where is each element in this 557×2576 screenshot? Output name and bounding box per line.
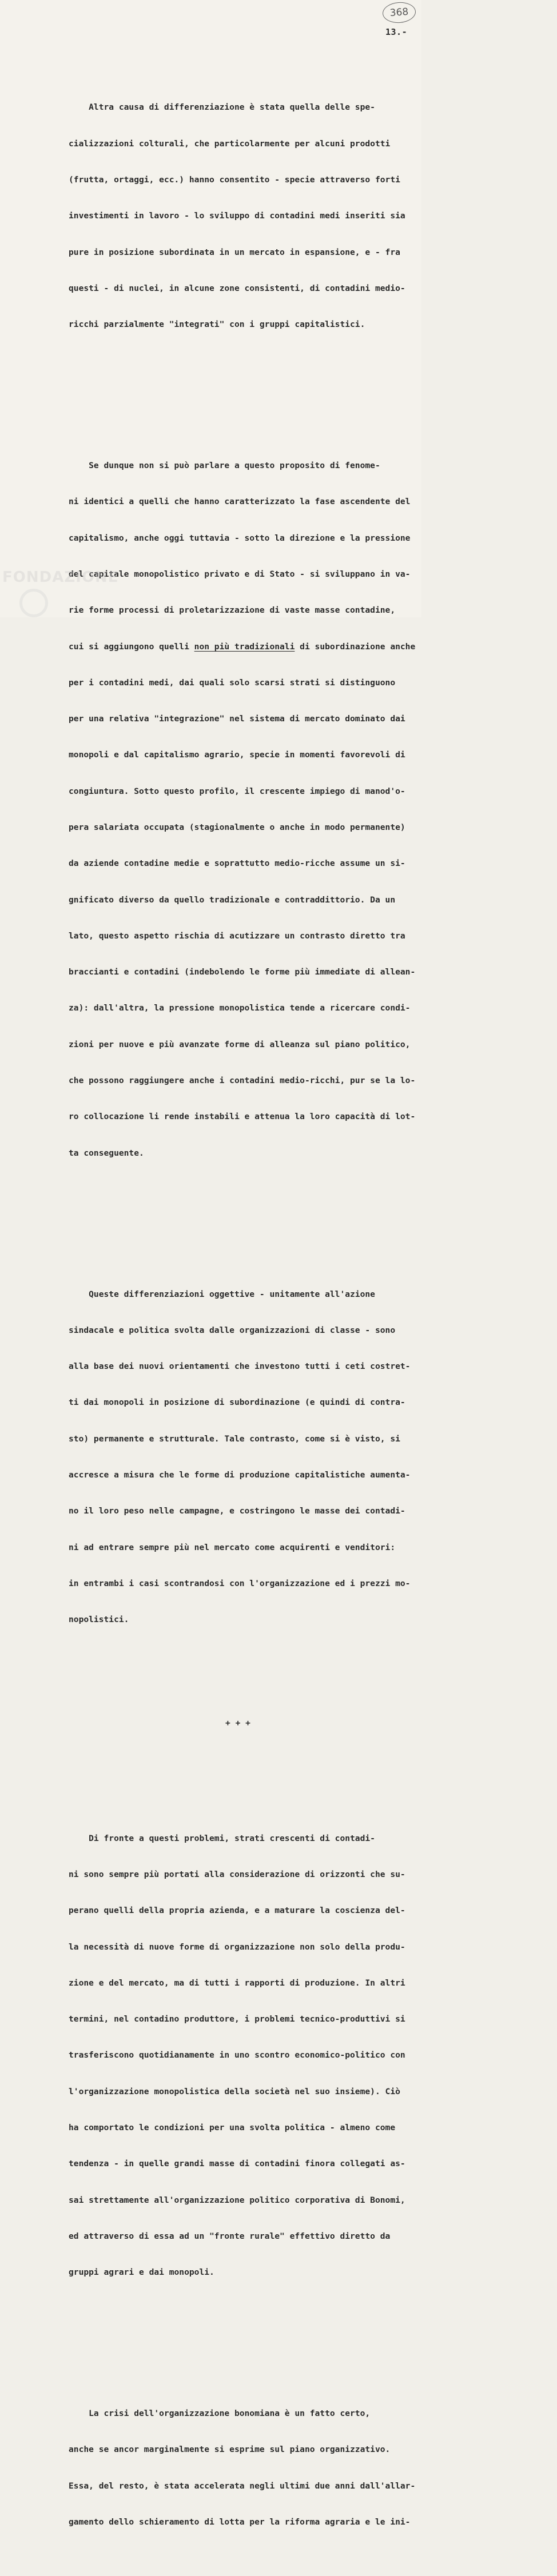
page-number: 13.- bbox=[385, 27, 408, 37]
text-line: congiuntura. Sotto questo profilo, il crescente impiego di manod'o- bbox=[69, 786, 405, 796]
text-line: che possono raggiungere anche i contadini medio-ricchi, pur se la lo- bbox=[69, 1075, 416, 1085]
text-line: gamento dello schieramento di lotta per la riforma agraria e le ini- bbox=[69, 2517, 411, 2527]
text-line: ha comportato le condizioni per una svolta politica - almeno come bbox=[69, 2122, 396, 2132]
text-line: ti dai monopoli in posizione di subordinazione (e quindi di contra- bbox=[69, 1397, 405, 1408]
text-line: questi - di nuclei, in alcune zone consistenti, di contadini medio- bbox=[69, 283, 405, 293]
text-line: per i contadini medi, dai quali solo scarsi strati si distinguono bbox=[69, 677, 396, 688]
text-line: zione e del mercato, ma di tutti i rapporti di produzione. In altri bbox=[69, 1978, 405, 1988]
text-line: ta conseguente. bbox=[69, 1148, 144, 1158]
text-line: sindacale e politica svolta dalle organizzazioni di classe - sono bbox=[69, 1325, 396, 1335]
text-line: cializzazioni colturali, che particolarmente per alcuni prodotti bbox=[69, 138, 391, 149]
text-line: sto) permanente e strutturale. Tale contrasto, come si è visto, si bbox=[69, 1433, 400, 1444]
text-line-with-underline bbox=[69, 641, 416, 653]
watermark-logo-icon bbox=[19, 589, 48, 617]
watermark: FONDAZIONE bbox=[2, 569, 119, 586]
text-line: Se dunque non si può parlare a questo proposito di fenome- bbox=[69, 461, 380, 471]
text-line: lato, questo aspetto rischia di acutizzare un contrasto diretto tra bbox=[69, 930, 405, 941]
text-line: braccianti e contadini (indebolendo le forme più immediate di allean- bbox=[69, 967, 416, 977]
text-line: gruppi agrari e dai monopoli. bbox=[69, 2267, 214, 2278]
text-line: pera salariata occupata (stagionalmente o anche in modo permanente) bbox=[69, 822, 405, 832]
text-fragment: cui si aggiungono quelli bbox=[69, 641, 194, 652]
text-line: pure in posizione subordinata in un mercato in espansione, e - fra bbox=[69, 247, 400, 257]
text-line: ni ad entrare sempre più nel mercato come acquirenti e venditori: bbox=[69, 1542, 396, 1552]
text-line: investimenti in lavoro - lo sviluppo di contadini medi inseriti sia bbox=[69, 211, 405, 221]
text-line: ni identici a quelli che hanno caratterizzato la fase ascendente del bbox=[69, 497, 411, 507]
archive-stamp: 368 bbox=[382, 1, 416, 24]
paragraph-2 bbox=[69, 436, 416, 1183]
text-line: ed attraverso di essa ad un "fronte rurale" effettivo diretto da bbox=[69, 2231, 391, 2241]
text-line: rie forme processi di proletarizzazione di vaste masse contadine, bbox=[69, 605, 396, 616]
text-fragment: di subordinazione anche bbox=[295, 641, 416, 652]
section-separator: + + + bbox=[225, 1718, 250, 1728]
text-line: ni sono sempre più portati alla considerazione di orizzonti che su- bbox=[69, 1869, 405, 1879]
text-line: monopoli e dal capitalismo agrario, specie in momenti favorevoli di bbox=[69, 750, 405, 760]
text-line: capitalismo, anche oggi tuttavia - sotto la direzione e la pressione bbox=[69, 533, 411, 543]
text-line: ro collocazione li rende instabili e attenua la loro capacità di lot- bbox=[69, 1112, 416, 1122]
text-line: Essa, del resto, è stata accelerata negli ultimi due anni dall'allar- bbox=[69, 2481, 416, 2491]
paragraph-5 bbox=[69, 2383, 416, 2552]
text-line: anche se ancor marginalmente si esprime sul piano organizzativo. bbox=[69, 2445, 391, 2455]
text-line: tendenza - in quelle grandi masse di contadini finora collegati as- bbox=[69, 2159, 405, 2169]
text-line: perano quelli della propria azienda, e a maturare la coscienza del- bbox=[69, 1906, 405, 1916]
body-text bbox=[69, 41, 416, 2576]
text-line: la necessità di nuove forme di organizzazione non solo della produ- bbox=[69, 1942, 405, 1952]
text-line: sai strettamente all'organizzazione politico corporativa di Bonomi, bbox=[69, 2195, 405, 2205]
text-line: Altra causa di differenziazione è stata quella delle spe- bbox=[69, 102, 375, 113]
text-line: nopolistici. bbox=[69, 1615, 129, 1625]
text-line: La crisi dell'organizzazione bonomiana è un fatto certo, bbox=[69, 2409, 371, 2419]
text-line: del capitale monopolistico privato e di Stato - si sviluppano in va- bbox=[69, 569, 411, 580]
text-line: trasferiscono quotidianamente in uno scontro economico-politico con bbox=[69, 2050, 405, 2060]
text-line: in entrambi i casi scontrandosi con l'organizzazione ed i prezzi mo- bbox=[69, 1578, 411, 1588]
text-line: gnificato diverso da quello tradizionale e contraddittorio. Da un bbox=[69, 894, 396, 905]
paragraph-3 bbox=[69, 1264, 411, 1650]
text-line: Di fronte a questi problemi, strati crescenti di contadi- bbox=[69, 1833, 375, 1843]
text-line: l'organizzazione monopolistica della società nel suo insieme). Ciò bbox=[69, 2086, 400, 2096]
text-line: zioni per nuove e più avanzate forme di alleanza sul piano politico, bbox=[69, 1039, 411, 1049]
text-line: alla base dei nuovi orientamenti che investono tutti i ceti costret- bbox=[69, 1361, 411, 1372]
underlined-phrase: non più tradizionali bbox=[194, 641, 295, 652]
text-line: da aziende contadine medie e soprattutto medio-ricche assume un si- bbox=[69, 858, 405, 869]
text-line: termini, nel contadino produttore, i problemi tecnico-produttivi si bbox=[69, 2014, 405, 2024]
text-line: no il loro peso nelle campagne, e costringono le masse dei contadi- bbox=[69, 1506, 405, 1516]
text-line: accresce a misura che le forme di produzione capitalistiche aumenta- bbox=[69, 1469, 411, 1480]
paragraph-1 bbox=[69, 77, 405, 354]
text-line: (frutta, ortaggi, ecc.) hanno consentito - specie attraverso forti bbox=[69, 175, 400, 185]
text-line: Queste differenziazioni oggettive - unitamente all'azione bbox=[69, 1289, 375, 1299]
text-line: per una relativa "integrazione" nel sistema di mercato dominato dai bbox=[69, 714, 405, 724]
text-line: ricchi parzialmente "integrati" con i gruppi capitalistici. bbox=[69, 319, 365, 330]
paragraph-4 bbox=[69, 1808, 405, 2303]
text-line: za): dall'altra, la pressione monopolistica tende a ricercare condi- bbox=[69, 1003, 411, 1013]
